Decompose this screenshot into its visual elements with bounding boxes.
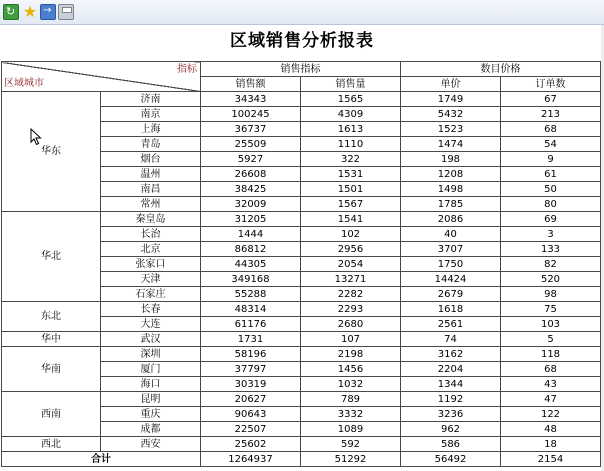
region-cell: 西北 <box>2 437 101 452</box>
total-sales-qty: 51292 <box>301 452 401 467</box>
sales-qty-cell: 2054 <box>301 257 401 272</box>
city-cell: 昆明 <box>101 392 201 407</box>
city-cell: 天津 <box>101 272 201 287</box>
group-header-sales: 销售指标 <box>201 62 401 77</box>
sales-qty-cell: 1531 <box>301 167 401 182</box>
sales-qty-cell: 2198 <box>301 347 401 362</box>
order-count-cell: 48 <box>501 422 601 437</box>
total-label: 合计 <box>2 452 201 467</box>
order-count-cell: 133 <box>501 242 601 257</box>
sales-amount-cell: 25509 <box>201 137 301 152</box>
sales-qty-cell: 1541 <box>301 212 401 227</box>
order-count-cell: 9 <box>501 152 601 167</box>
sales-qty-cell: 1501 <box>301 182 401 197</box>
sales-amount-cell: 349168 <box>201 272 301 287</box>
city-cell: 温州 <box>101 167 201 182</box>
order-count-cell: 75 <box>501 302 601 317</box>
city-cell: 南京 <box>101 107 201 122</box>
sales-qty-cell: 4309 <box>301 107 401 122</box>
sales-amount-cell: 100245 <box>201 107 301 122</box>
order-count-cell: 520 <box>501 272 601 287</box>
sales-qty-cell: 2293 <box>301 302 401 317</box>
unit-price-cell: 1523 <box>401 122 501 137</box>
order-count-cell: 80 <box>501 197 601 212</box>
region-cell: 东北 <box>2 302 101 332</box>
order-count-cell: 47 <box>501 392 601 407</box>
unit-price-cell: 2086 <box>401 212 501 227</box>
unit-price-cell: 1498 <box>401 182 501 197</box>
unit-price-cell: 2204 <box>401 362 501 377</box>
city-cell: 秦皇岛 <box>101 212 201 227</box>
city-cell: 海口 <box>101 377 201 392</box>
order-count-cell: 68 <box>501 362 601 377</box>
table-row <box>2 332 601 347</box>
table-row <box>2 92 601 107</box>
order-count-cell: 61 <box>501 167 601 182</box>
export-icon[interactable] <box>40 4 56 20</box>
sales-qty-cell: 789 <box>301 392 401 407</box>
sales-qty-cell: 1032 <box>301 377 401 392</box>
city-cell: 北京 <box>101 242 201 257</box>
sales-qty-cell: 3332 <box>301 407 401 422</box>
total-sales-amount: 1264937 <box>201 452 301 467</box>
total-order-count: 2154 <box>501 452 601 467</box>
sales-qty-cell: 1565 <box>301 92 401 107</box>
sales-qty-cell: 1110 <box>301 137 401 152</box>
sales-report-table <box>1 61 601 467</box>
city-cell: 上海 <box>101 122 201 137</box>
header-row-group <box>2 62 601 77</box>
city-cell: 长春 <box>101 302 201 317</box>
order-count-cell: 54 <box>501 137 601 152</box>
order-count-cell: 3 <box>501 227 601 242</box>
unit-price-cell: 198 <box>401 152 501 167</box>
city-cell: 厦门 <box>101 362 201 377</box>
sales-amount-cell: 34343 <box>201 92 301 107</box>
region-cell: 华南 <box>2 347 101 392</box>
order-count-cell: 18 <box>501 437 601 452</box>
sales-qty-cell: 1567 <box>301 197 401 212</box>
unit-price-cell: 2561 <box>401 317 501 332</box>
sales-qty-cell: 102 <box>301 227 401 242</box>
order-count-cell: 103 <box>501 317 601 332</box>
sales-amount-cell: 1444 <box>201 227 301 242</box>
report-table-body <box>2 62 601 467</box>
sales-amount-cell: 44305 <box>201 257 301 272</box>
sales-amount-cell: 1731 <box>201 332 301 347</box>
order-count-cell: 98 <box>501 287 601 302</box>
sales-qty-cell: 322 <box>301 152 401 167</box>
order-count-cell: 5 <box>501 332 601 347</box>
city-cell: 石家庄 <box>101 287 201 302</box>
unit-price-cell: 1208 <box>401 167 501 182</box>
sales-amount-cell: 37797 <box>201 362 301 377</box>
sales-amount-cell: 25602 <box>201 437 301 452</box>
unit-price-cell: 1344 <box>401 377 501 392</box>
col-header-sales-qty: 销售量 <box>301 77 401 92</box>
sales-qty-cell: 1089 <box>301 422 401 437</box>
order-count-cell: 69 <box>501 212 601 227</box>
col-header-unit-price: 单价 <box>401 77 501 92</box>
sales-qty-cell: 1456 <box>301 362 401 377</box>
city-cell: 重庆 <box>101 407 201 422</box>
sales-amount-cell: 32009 <box>201 197 301 212</box>
sales-qty-cell: 2680 <box>301 317 401 332</box>
region-cell: 华北 <box>2 212 101 302</box>
order-count-cell: 68 <box>501 122 601 137</box>
city-cell: 张家口 <box>101 257 201 272</box>
sales-amount-cell: 31205 <box>201 212 301 227</box>
region-cell: 华中 <box>2 332 101 347</box>
report-title: 区域销售分析报表 <box>230 31 374 51</box>
sales-amount-cell: 26608 <box>201 167 301 182</box>
sales-amount-cell: 30319 <box>201 377 301 392</box>
col-header-sales-amount: 销售额 <box>201 77 301 92</box>
sales-qty-cell: 2956 <box>301 242 401 257</box>
order-count-cell: 50 <box>501 182 601 197</box>
total-row <box>2 452 601 467</box>
unit-price-cell: 3236 <box>401 407 501 422</box>
sales-amount-cell: 20627 <box>201 392 301 407</box>
sales-amount-cell: 36737 <box>201 122 301 137</box>
order-count-cell: 118 <box>501 347 601 362</box>
sales-qty-cell: 13271 <box>301 272 401 287</box>
corner-label-metric: 指标 <box>177 64 197 75</box>
unit-price-cell: 1618 <box>401 302 501 317</box>
refresh-icon[interactable] <box>3 4 19 20</box>
sales-amount-cell: 48314 <box>201 302 301 317</box>
unit-price-cell: 1750 <box>401 257 501 272</box>
order-count-cell: 213 <box>501 107 601 122</box>
corner-label-region-city: 区域城市 <box>4 78 44 89</box>
city-cell: 常州 <box>101 197 201 212</box>
sales-qty-cell: 2282 <box>301 287 401 302</box>
unit-price-cell: 1474 <box>401 137 501 152</box>
sales-amount-cell: 86812 <box>201 242 301 257</box>
city-cell: 南昌 <box>101 182 201 197</box>
sales-amount-cell: 38425 <box>201 182 301 197</box>
sales-amount-cell: 5927 <box>201 152 301 167</box>
total-unit-price: 56492 <box>401 452 501 467</box>
unit-price-cell: 1749 <box>401 92 501 107</box>
unit-price-cell: 586 <box>401 437 501 452</box>
order-count-cell: 67 <box>501 92 601 107</box>
city-cell: 青岛 <box>101 137 201 152</box>
col-header-order-count: 订单数 <box>501 77 601 92</box>
city-cell: 西安 <box>101 437 201 452</box>
table-row <box>2 437 601 452</box>
sales-amount-cell: 58196 <box>201 347 301 362</box>
group-header-price: 数目价格 <box>401 62 601 77</box>
unit-price-cell: 1192 <box>401 392 501 407</box>
sales-amount-cell: 22507 <box>201 422 301 437</box>
region-cell: 华东 <box>2 92 101 212</box>
city-cell: 长治 <box>101 227 201 242</box>
table-row <box>2 302 601 317</box>
city-cell: 烟台 <box>101 152 201 167</box>
unit-price-cell: 74 <box>401 332 501 347</box>
unit-price-cell: 3162 <box>401 347 501 362</box>
order-count-cell: 122 <box>501 407 601 422</box>
sales-qty-cell: 1613 <box>301 122 401 137</box>
city-cell: 武汉 <box>101 332 201 347</box>
print-icon[interactable] <box>58 4 74 20</box>
city-cell: 济南 <box>101 92 201 107</box>
unit-price-cell: 962 <box>401 422 501 437</box>
unit-price-cell: 1785 <box>401 197 501 212</box>
sales-amount-cell: 55288 <box>201 287 301 302</box>
unit-price-cell: 5432 <box>401 107 501 122</box>
sales-qty-cell: 592 <box>301 437 401 452</box>
sales-amount-cell: 61176 <box>201 317 301 332</box>
order-count-cell: 43 <box>501 377 601 392</box>
city-cell: 深圳 <box>101 347 201 362</box>
unit-price-cell: 2679 <box>401 287 501 302</box>
table-row <box>2 212 601 227</box>
city-cell: 成都 <box>101 422 201 437</box>
unit-price-cell: 40 <box>401 227 501 242</box>
table-row <box>2 392 601 407</box>
table-row <box>2 347 601 362</box>
report-toolbar <box>0 0 604 25</box>
corner-header-cell <box>2 62 201 92</box>
sales-amount-cell: 90643 <box>201 407 301 422</box>
favorite-star-icon[interactable]: ★ <box>22 2 38 21</box>
sales-qty-cell: 107 <box>301 332 401 347</box>
region-cell: 西南 <box>2 392 101 437</box>
city-cell: 大连 <box>101 317 201 332</box>
unit-price-cell: 3707 <box>401 242 501 257</box>
unit-price-cell: 14424 <box>401 272 501 287</box>
order-count-cell: 82 <box>501 257 601 272</box>
